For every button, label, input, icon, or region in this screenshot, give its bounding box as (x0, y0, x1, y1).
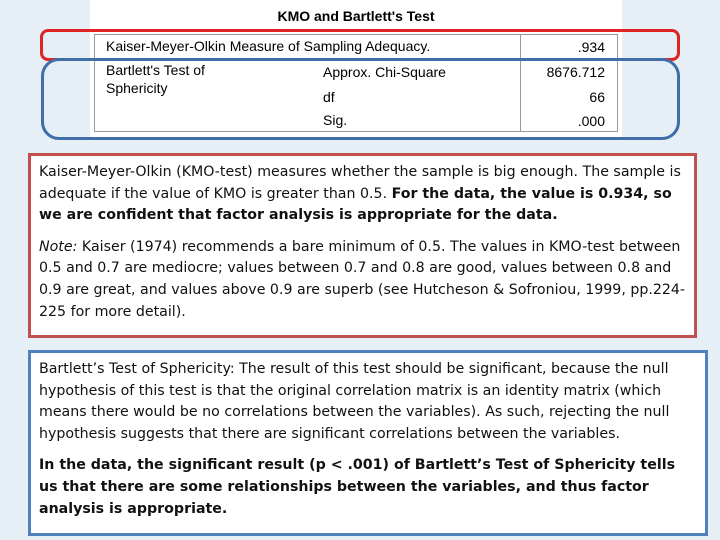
kmo-highlight-outline (40, 29, 680, 61)
df-label: df (323, 89, 335, 105)
kmo-label: Kaiser-Meyer-Olkin Measure of Sampling Adequacy. (106, 38, 431, 54)
kmo-note (39, 237, 686, 323)
bartlett-label-line1: Bartlett's Test of (106, 62, 205, 78)
table-title: KMO and Bartlett's Test (277, 8, 435, 24)
bartlett-paragraph: Bartlett’s Test of Sphericity: The result of this test should be significant, because the null hypothesis of this test is that the original correlation matrix is an identity matrix (which means there would be no correlations between the variables). As such, rejecting the null hypothesis suggests that there are significant correlations between the variables. (39, 361, 670, 442)
chi-square-value: 8676.712 (546, 64, 605, 80)
sig-value: .000 (577, 113, 605, 129)
bartlett-conclusion-bold: In the data, the significant result (p < .001) of Bartlett’s Test of Sphericity tells us that there are some relationships between the variables, and thus factor analysis is appropriate. (39, 457, 676, 517)
df-value: 66 (589, 89, 605, 105)
bartlett-explanation-box (28, 350, 708, 536)
bartlett-conclusion (39, 455, 697, 520)
kmo-value: .934 (577, 39, 605, 55)
kmo-paragraph-text: Kaiser-Meyer-Olkin (KMO-test) measures whether the sample is big enough. The sample is adequate if the value of KMO is greater than 0.5. (39, 164, 681, 202)
kmo-note-label: Note: (39, 238, 78, 255)
kmo-paragraph-bold: For the data, the value is 0.934, so we are confident that factor analysis is appropriate for the data. (39, 185, 672, 224)
bartlett-highlight-outline (41, 58, 680, 140)
kmo-explanation-box (28, 153, 697, 338)
chi-square-label: Approx. Chi-Square (323, 64, 446, 80)
kmo-paragraph (39, 162, 686, 227)
sig-label: Sig. (323, 112, 348, 128)
bartlett-label-line2: Sphericity (106, 80, 168, 96)
kmo-note-text: Kaiser (1974) recommends a bare minimum of 0.5. The values in KMO-test between 0.5 and 0.7 are mediocre; values between 0.7 and 0.8 are good, values between 0.8 and 0.9 are great, and values above 0.9 are superb (see Hutcheson & Sofroniou, 1999, pp.224-225 for more detail). (39, 238, 686, 320)
